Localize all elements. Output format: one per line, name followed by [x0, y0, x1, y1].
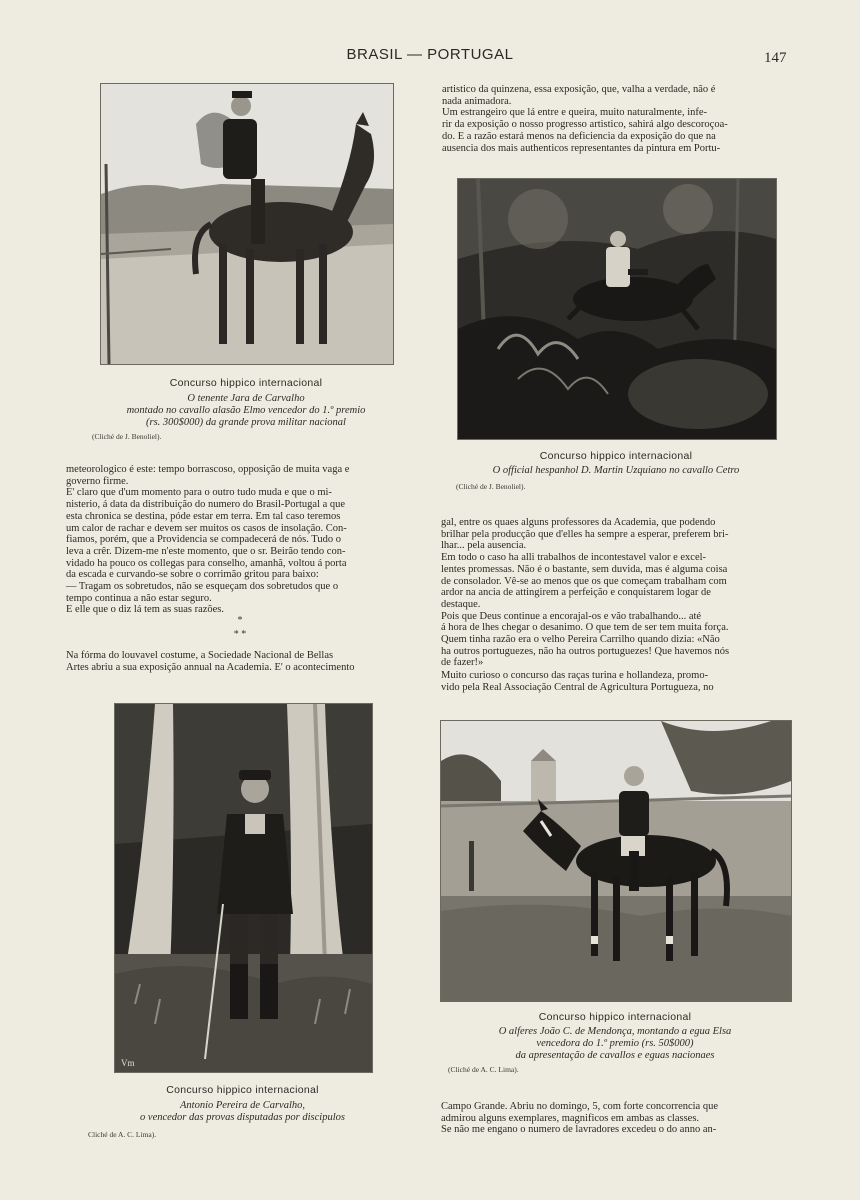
page-number: 147: [764, 50, 787, 66]
article-text-right-bottom: Campo Grande. Abriu no domingo, 5, com forte concorrencia que admirou alguns exemplares, magnificos em ambas as classes. Se não me engano o numero de lavradores excedeu o do anno an-: [441, 1101, 719, 1136]
article-text-left-bottom: Na fórma do louvavel costume, a Sociedade Nacional de Bellas Artes abriu a sua exposição annual na Academia. E' o acontecimento: [66, 650, 355, 673]
monogram: Vm: [121, 1058, 135, 1068]
article-text-right-middle-2: Muito curioso o concurso das raças turina e hollandeza, promo- vido pela Real Associação Central de Agricultura Portugueza, no: [441, 670, 714, 693]
photo-credit: (Cliché de J. Benoliel).: [456, 482, 526, 491]
figure-caption: O alferes João C. de Mendonça, montando a egua Elsa vencedora do 1.º premio (rs. 50$000) da apresentação de cavallos e eguas nacionaes: [498, 1026, 732, 1061]
photo-credit: Cliché de A. C. Lima).: [88, 1130, 157, 1139]
figure-caption: Antonio Pereira de Carvalho, o vencedor das provas disputadas por discipulos: [140, 1100, 345, 1123]
photo-officer-on-mare: [440, 720, 792, 1002]
figure-title: Concurso hippico internacional: [169, 377, 323, 389]
photo-credit: (Cliché de J. Benoliel).: [92, 432, 162, 441]
section-separator: * * *: [233, 615, 247, 640]
page-header-title: BRASIL — PORTUGAL: [346, 46, 514, 63]
figure-title: Concurso hippico internacional: [539, 450, 693, 462]
photo-officer-on-horse: [100, 83, 394, 365]
article-text-left-middle: meteorologico é este: tempo borrascoso, opposição de muita vaga e governo firme. E' claro que d'um momento para o outro tudo muda e que o mi- nisterio, á data da distribuição do numero do Brasil-Portugal a que esta chronica se destina, póde estar em terra. Em tal caso teremos um calor de rachar e devem ser muitos os casos de insolação. Con- fiamos, porém, que a Providencia se compadecerá de nós. Tudo o leva a crêr. Dizem-me n'este momento, que o sr. Beirão tendo con- vidado ha pouco os collegas para conselho, amanhã, voltou á porta da escada e curvando-se sobre o corrimão gritou para baixo: — Tragam os sobretudos, não se esqueçam dos sobretudos que o tempo continua a não estar seguro. E elle que o diz lá tem as suas razões.: [66, 464, 350, 616]
photo-credit: (Cliché de A. C. Lima).: [448, 1065, 519, 1074]
figure-title: Concurso hippico internacional: [538, 1011, 692, 1023]
figure-title: Concurso hippico internacional: [166, 1084, 319, 1096]
figure-caption: O official hespanhol D. Martin Uzquiano no cavallo Cetro: [492, 465, 740, 476]
article-text-right-top: artistico da quinzena, essa exposição, que, valha a verdade, não é nada animadora. Um estrangeiro que lá entre e queira, muito naturalmente, infe- rir da exposição o nosso progresso artistico, sahirá algo descoroçoa- do. E a razão estará menos na deficiencia da exposição do que na ausencia dos mais authenticos representantes da pintura em Portu-: [442, 84, 728, 154]
figure-caption: O tenente Jara de Carvalho montado no cavallo alasão Elmo vencedor do 1.º premio (rs. 300$000) da grande prova militar nacional: [126, 393, 366, 428]
article-text-right-middle: gal, entre os quaes alguns professores da Academia, que podendo brilhar pela producção que d'elles ha sempre a esperar, preferem bri- lhar... pela ausencia. Em todo o caso ha alli trabalhos de incontestavel valor e excel- lentes promessas. Não é o bastante, sem duvida, mas é alguma coisa de consolador. Vê-se ao menos que os que começam trabalham com ardor na ancia de attingirem a perfeição e conquistarem logar de destaque. Pois que Deus continue a encorajal-os e vão trabalhando... até á hora de lhes chegar o desanimo. O que tem de ser tem muita força. Quem tinha razão era o velho Pereira Carrilho quando dizia: «Não ha outros portuguezes, não ha outros portuguezes! Que havemos nós de fazer!»: [441, 517, 730, 669]
photo-horse-jumping: [457, 178, 777, 440]
photo-boy-standing: [114, 703, 373, 1073]
